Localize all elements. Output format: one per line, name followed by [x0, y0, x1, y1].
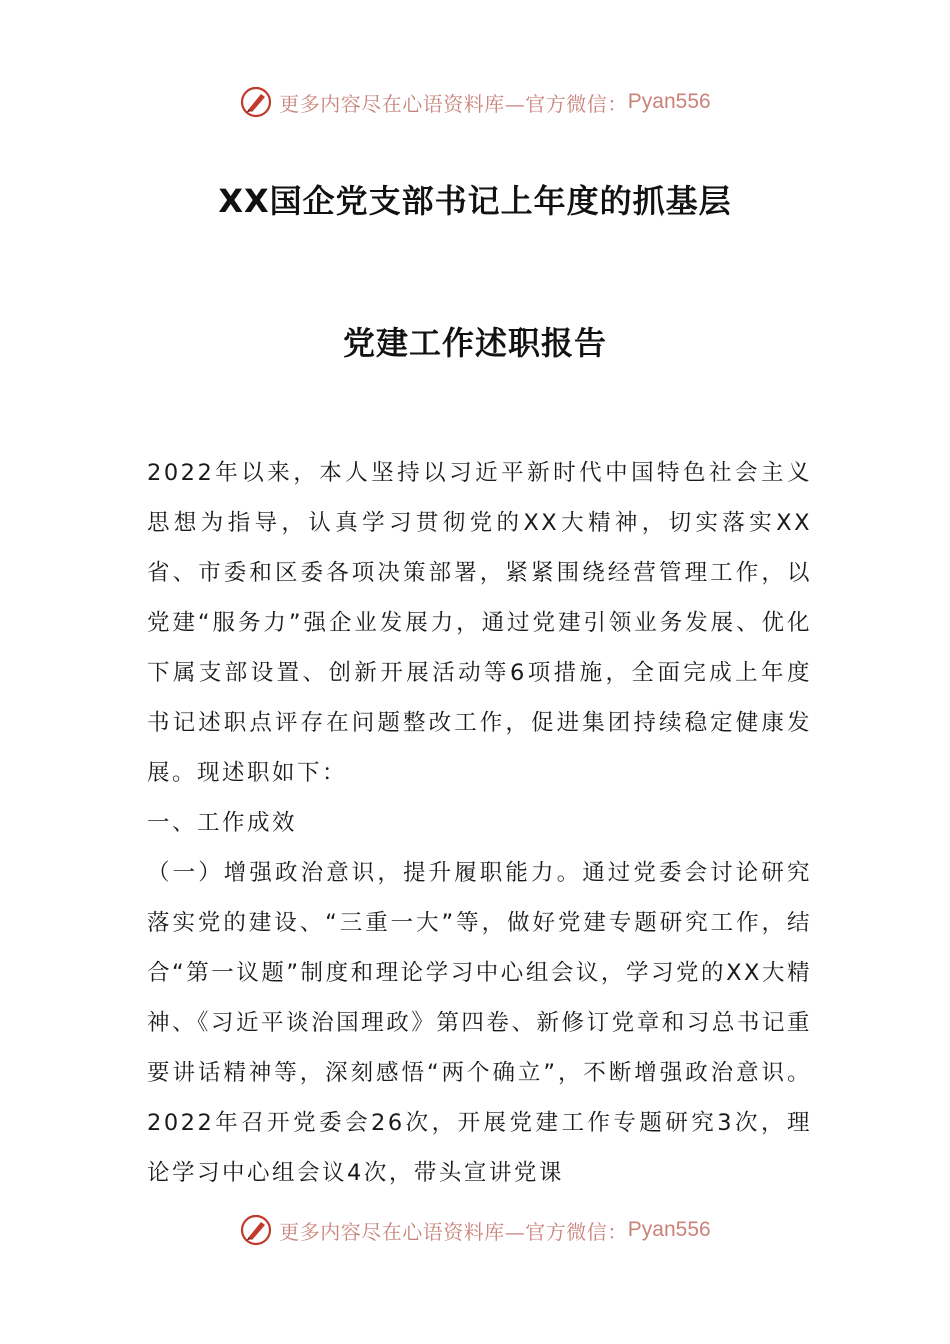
- pen-logo-icon: [239, 85, 273, 119]
- watermark-text: 更多内容尽在心语资料库—官方微信：: [279, 91, 628, 116]
- header-watermark: [0, 80, 950, 124]
- document-title-line-2: 党建工作述职报告: [342, 324, 607, 362]
- watermark-wechat-id: Pyan556: [627, 90, 711, 113]
- section-heading-work-results: 一、工作成效: [147, 810, 298, 836]
- footer-watermark: [0, 1208, 950, 1252]
- body-paragraph-political-awareness: （一）增强政治意识，提升履职能力。通过党委会讨论研究落实党的建设、“三重一大”等，做好党建专题研究工作，结合“第一议题”制度和理论学习中心组会议，学习党的XX大精神、《习近平谈治国理政》第四卷、新修订党章和习总书记重要讲话精神等，深刻感悟“两个确立”，不断增强政治意识。2022年召开党委会26次，开展党建工作专题研究3次，理论学习中心组会议4次，带头宣讲党课: [147, 860, 812, 1186]
- watermark-wechat-id: Pyan556: [627, 1218, 711, 1241]
- pen-logo-icon: [239, 1213, 273, 1247]
- watermark-text: 更多内容尽在心语资料库—官方微信：: [279, 1219, 628, 1244]
- body-paragraph-intro: 2022年以来，本人坚持以习近平新时代中国特色社会主义思想为指导，认真学习贯彻党的XX大精神，切实落实XX省、市委和区委各项决策部署，紧紧围绕经营管理工作，以党建“服务力”强企业发展力，通过党建引领业务发展、优化下属支部设置、创新开展活动等6项措施，全面完成上年度书记述职点评存在问题整改工作，促进集团持续稳定健康发展。现述职如下：: [147, 460, 812, 786]
- document-title-line-1: XX国企党支部书记上年度的抓基层: [218, 182, 732, 220]
- document-body: [147, 448, 812, 1198]
